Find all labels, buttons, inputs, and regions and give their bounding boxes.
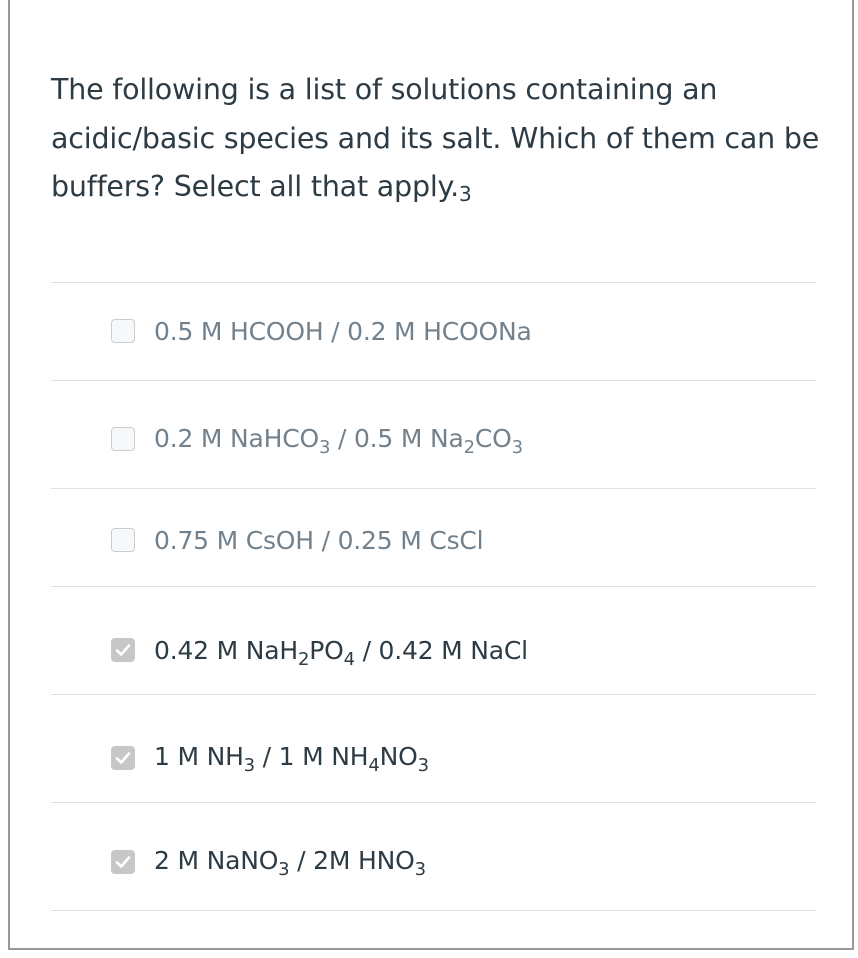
checked-checkbox[interactable] — [111, 638, 135, 662]
answer-option[interactable] — [51, 695, 816, 803]
checkmark-icon — [115, 750, 131, 766]
answer-label — [154, 635, 528, 670]
checkbox[interactable] — [111, 528, 135, 552]
answer-label — [154, 423, 523, 458]
answer-text: 0.42 M NaH — [154, 636, 298, 665]
checked-checkbox[interactable] — [111, 746, 135, 770]
subscript: 3 — [511, 437, 523, 458]
answer-text: CO — [474, 424, 512, 453]
answer-text: NO — [379, 742, 418, 771]
answer-label — [154, 525, 483, 557]
question-body: The following is a list of solutions containing an acidic/basic species and its salt. Which of them can be buffers? Select all that apply. — [51, 73, 820, 203]
answer-text: 1 M NH — [154, 742, 244, 771]
answer-label — [154, 741, 429, 776]
answer-text: PO — [309, 636, 344, 665]
checkbox[interactable] — [111, 319, 135, 343]
question-marker: 3 — [459, 182, 472, 206]
answer-text: 0.75 M CsOH / 0.25 M CsCl — [154, 526, 484, 555]
checkmark-icon — [115, 854, 131, 870]
subscript: 4 — [368, 755, 380, 776]
subscript: 3 — [278, 859, 290, 880]
answer-list — [51, 282, 816, 911]
answer-option[interactable] — [51, 489, 816, 587]
checkmark-icon — [115, 642, 131, 658]
answer-text: / 2M HNO — [289, 846, 415, 875]
subscript: 2 — [463, 437, 475, 458]
answer-text: 0.5 M HCOOH / 0.2 M HCOONa — [154, 317, 532, 346]
subscript: 3 — [417, 755, 429, 776]
answer-option[interactable] — [51, 803, 816, 911]
checked-checkbox[interactable] — [111, 850, 135, 874]
answer-label — [154, 316, 532, 348]
checkbox[interactable] — [111, 427, 135, 451]
answer-label — [154, 845, 426, 880]
question-text — [51, 66, 831, 214]
answer-option[interactable] — [51, 587, 816, 695]
answer-text: / 1 M NH — [254, 742, 369, 771]
subscript: 3 — [414, 859, 426, 880]
subscript: 2 — [297, 649, 310, 670]
subscript: 4 — [343, 649, 355, 670]
answer-text: / 0.42 M NaCl — [354, 636, 528, 665]
answer-text: / 0.5 M Na — [330, 424, 464, 453]
answer-option[interactable] — [51, 283, 816, 381]
question-card — [8, 0, 854, 950]
answer-text: 2 M NaNO — [154, 846, 279, 875]
subscript: 3 — [318, 437, 331, 458]
answer-text: 0.2 M NaHCO — [154, 424, 319, 453]
subscript: 3 — [243, 755, 255, 776]
answer-option[interactable] — [51, 381, 816, 489]
